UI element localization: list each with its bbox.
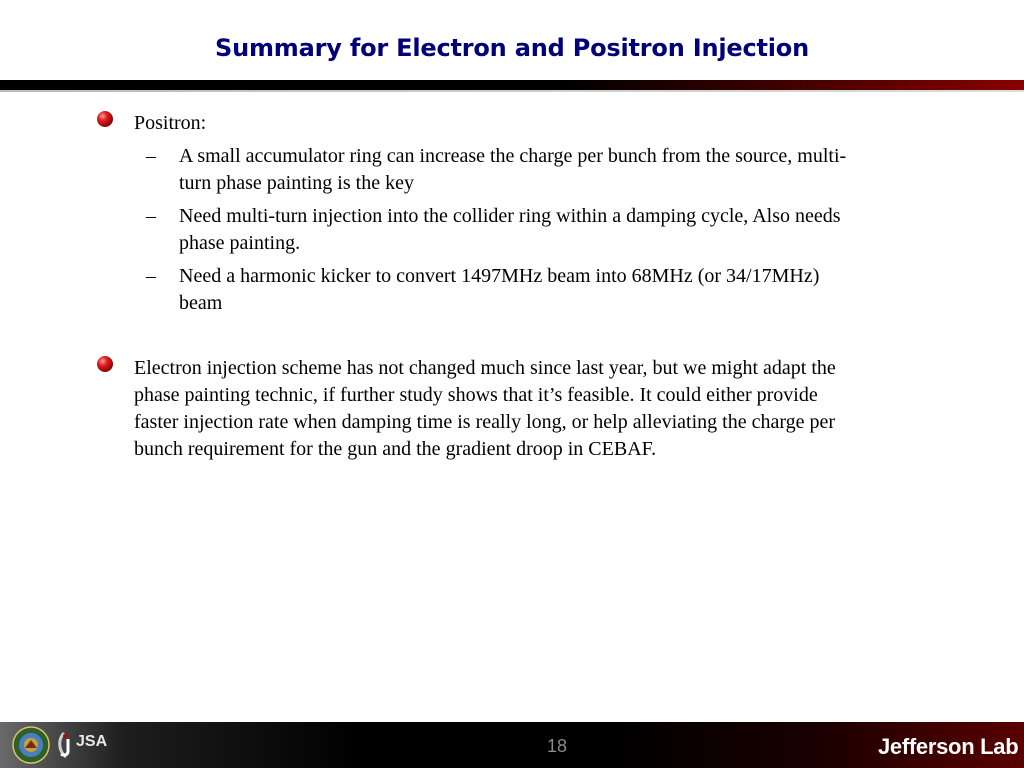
bullet-2-line1: Electron injection scheme has not changed much since last year, but we might adapt the bbox=[134, 357, 836, 379]
bullet-icon bbox=[97, 111, 113, 127]
sub-item-1-line1: A small accumulator ring can increase the charge per bunch from the source, multi- bbox=[179, 145, 847, 167]
sub-item-3-line2: beam bbox=[179, 292, 223, 314]
jsa-logo bbox=[56, 729, 108, 761]
sub-item-1-line2: turn phase painting is the key bbox=[179, 172, 414, 194]
jsa-logo-text: JSA bbox=[76, 733, 108, 750]
sub-item-2-line2: phase painting. bbox=[179, 232, 301, 254]
dash-icon: – bbox=[146, 205, 156, 227]
doe-seal-logo bbox=[12, 726, 50, 764]
page-number: 18 bbox=[546, 736, 568, 756]
slide-title: Summary for Electron and Positron Injection bbox=[215, 34, 809, 62]
sub-item-3-line1: Need a harmonic kicker to convert 1497MHz beam into 68MHz (or 34/17MHz) bbox=[179, 265, 820, 287]
title-area bbox=[0, 0, 1024, 80]
sub-item-2-line1: Need multi-turn injection into the collider ring within a damping cycle, Also needs bbox=[179, 205, 841, 227]
jefferson-lab-logo: Jefferson Lab bbox=[878, 734, 1019, 759]
footer-bar bbox=[0, 722, 1024, 768]
bullet-2-line3: faster injection rate when damping time is really long, or help alleviating the charge per bbox=[134, 411, 836, 433]
dash-icon: – bbox=[146, 145, 156, 167]
bullet-1-text: Positron: bbox=[134, 112, 207, 134]
bullet-2-line2: phase painting technic, if further study shows that it’s feasible. It could either provide bbox=[134, 384, 818, 406]
title-divider-bar bbox=[0, 80, 1024, 90]
dash-icon: – bbox=[146, 265, 156, 287]
bullet-2-line4: bunch requirement for the gun and the gradient droop in CEBAF. bbox=[134, 438, 657, 460]
bullet-icon bbox=[97, 356, 113, 372]
